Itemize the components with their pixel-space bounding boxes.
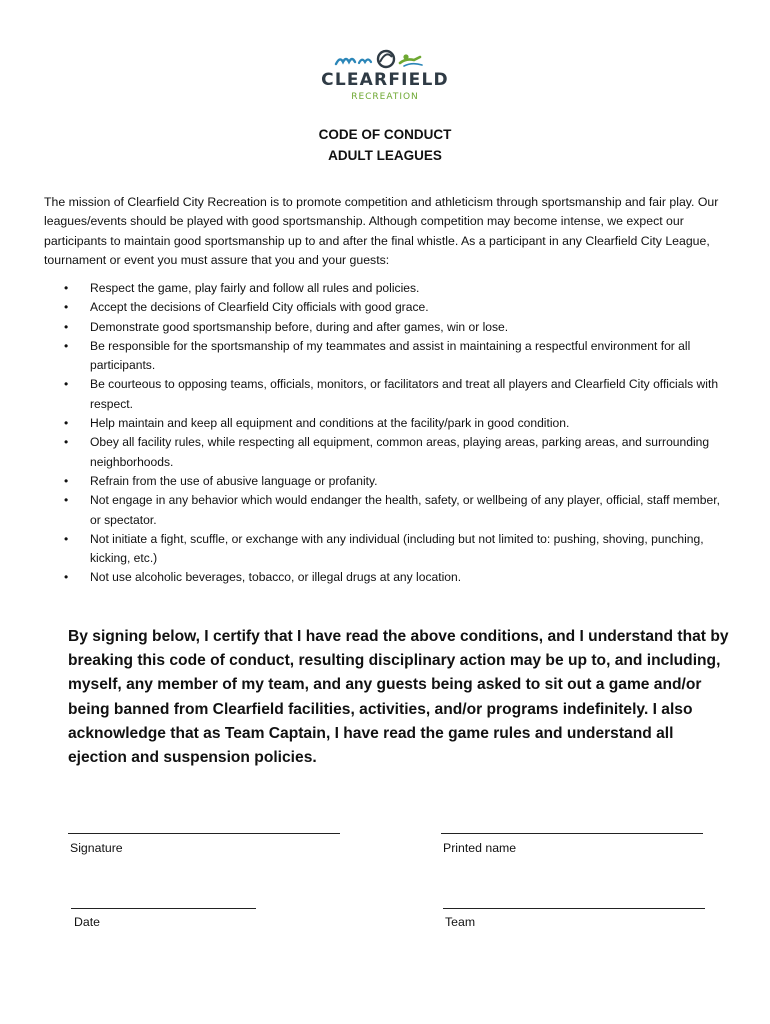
bullet-icon: • xyxy=(64,338,69,353)
rule-text: Be responsible for the sportsmanship of my teammates and assist in maintaining a respectful environment for all participants. xyxy=(90,338,691,373)
rule-text: Refrain from the use of abusive language or profanity. xyxy=(90,473,378,488)
list-item xyxy=(64,337,724,376)
list-item xyxy=(64,433,724,472)
emblem-icon xyxy=(378,51,394,67)
rule-text: Not use alcoholic beverages, tobacco, or illegal drugs at any location. xyxy=(90,570,462,585)
document-title xyxy=(0,124,770,166)
clearfield-recreation-logo xyxy=(300,44,470,106)
bullet-icon: • xyxy=(64,493,69,508)
bullet-icon: • xyxy=(64,570,69,585)
list-item xyxy=(64,491,724,530)
wave-icon xyxy=(336,59,355,64)
date-line[interactable] xyxy=(71,908,256,909)
list-item xyxy=(64,472,724,491)
list-item xyxy=(64,318,724,337)
signature-line[interactable] xyxy=(68,833,340,834)
printed-name-line[interactable] xyxy=(441,833,703,834)
date-label: Date xyxy=(74,915,100,929)
rule-text: Be courteous to opposing teams, officials, monitors, or facilitators and treat all players and Clearfield City officials with respect. xyxy=(90,377,719,411)
wave-icon-2 xyxy=(359,60,371,64)
logo-subtitle: RECREATION xyxy=(351,92,419,102)
list-item xyxy=(64,298,724,317)
bullet-icon: • xyxy=(64,300,69,315)
bullet-icon: • xyxy=(64,531,69,546)
logo-sport-icons xyxy=(334,48,434,70)
bullet-icon: • xyxy=(64,281,69,295)
bullet-icon: • xyxy=(64,416,69,431)
signature-label: Signature xyxy=(70,841,123,855)
rule-text: Demonstrate good sportsmanship before, during and after games, win or lose. xyxy=(90,319,509,334)
rule-text: Not initiate a fight, scuffle, or exchange with any individual (including but not limited to: pushing, shoving, punching, kicking, etc.) xyxy=(90,531,704,566)
intro-paragraph: The mission of Clearfield City Recreation is to promote competition and athleticism through sportsmanship and fair play. Our leagues/events should be played with good sportsmanship. Although competition may become intense, we expect our participants to maintain good sportsmanship up to and after the final whistle. As a participant in any Clearfield City League, tournament or event you must assure that you and your guests: xyxy=(44,195,719,267)
rule-text: Accept the decisions of Clearfield City officials with good grace. xyxy=(90,300,429,315)
list-item xyxy=(64,414,724,433)
team-label: Team xyxy=(445,915,476,929)
rules-list xyxy=(64,279,724,588)
title-line-1: CODE OF CONDUCT xyxy=(318,127,452,142)
bullet-icon: • xyxy=(64,473,69,488)
rule-text: Respect the game, play fairly and follow all rules and policies. xyxy=(90,281,420,295)
bullet-icon: • xyxy=(64,319,69,334)
list-item xyxy=(64,568,724,587)
bullet-icon: • xyxy=(64,377,69,392)
list-item xyxy=(64,375,724,414)
certification-paragraph: By signing below, I certify that I have read the above conditions, and I understand that by breaking this code of conduct, resulting disciplinary action may be up to, and including, myself, any member of my team, and any guests being asked to sit out a game and/or being banned from Clearfield facilities, activities, and/or programs indefinitely. I also acknowledge that as Team Captain, I have read the game rules and understand all ejection and suspension policies. xyxy=(68,628,729,767)
title-line-2: ADULT LEAGUES xyxy=(328,148,442,163)
rule-text: Help maintain and keep all equipment and conditions at the facility/park in good condition. xyxy=(90,416,570,431)
logo-name: CLEARFIELD xyxy=(321,70,449,90)
printed-name-label: Printed name xyxy=(443,841,517,855)
rule-text: Obey all facility rules, while respecting all equipment, common areas, playing areas, parking areas, and surrounding neighborhoods. xyxy=(90,435,710,469)
list-item xyxy=(64,530,724,569)
list-item xyxy=(64,279,724,298)
bullet-icon: • xyxy=(64,435,69,450)
rule-text: Not engage in any behavior which would endanger the health, safety, or wellbeing of any player, official, staff member, or spectator. xyxy=(90,493,720,527)
team-line[interactable] xyxy=(443,908,705,909)
